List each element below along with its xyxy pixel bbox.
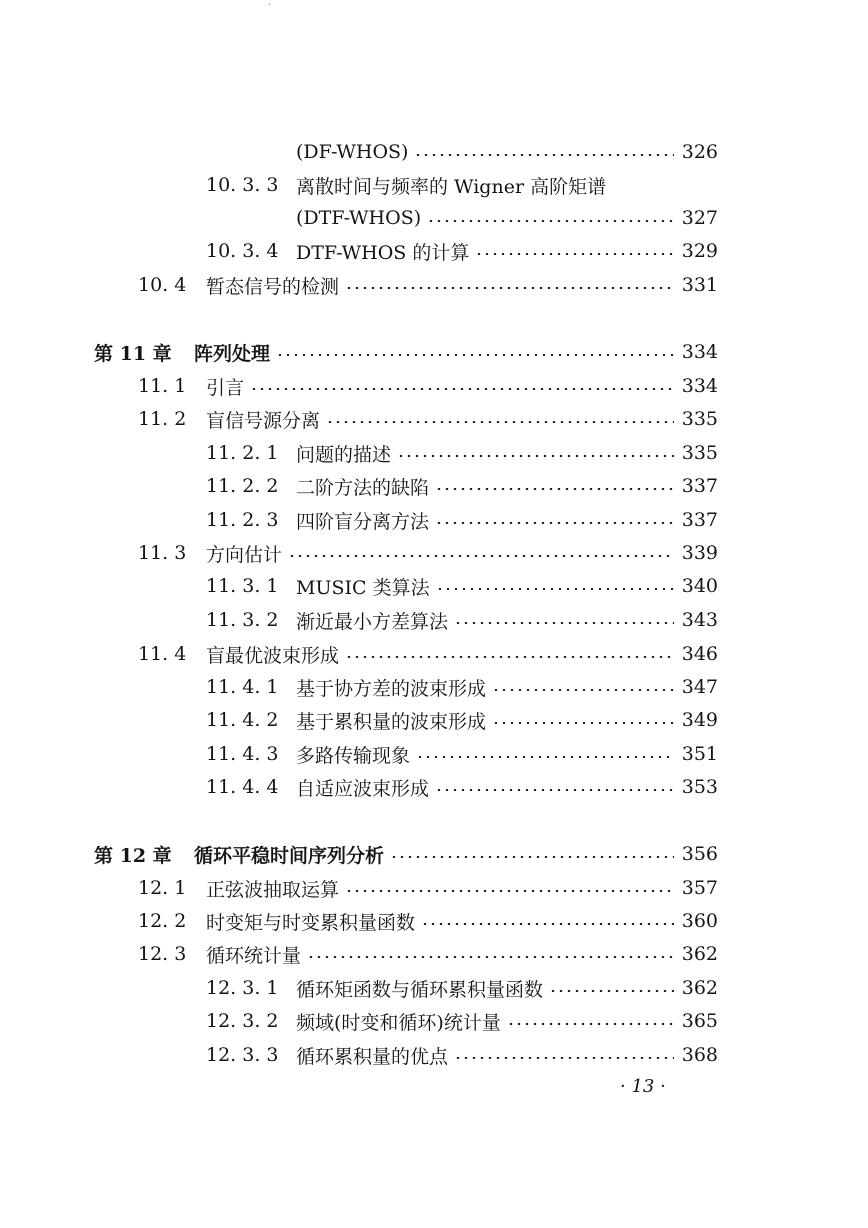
section-number: 11. 2 (138, 408, 187, 430)
dot-leader (435, 522, 674, 524)
dot-leader (421, 923, 674, 925)
section-number: 12. 3. 1 (206, 977, 279, 999)
entry-title: 盲信号源分离 (206, 409, 321, 432)
toc-entry[interactable] (206, 236, 718, 266)
entry-title: 二阶方法的缺陷 (296, 476, 430, 499)
dot-leader (397, 455, 674, 457)
page-number: 334 (681, 341, 718, 363)
section-number: 10. 3. 3 (206, 174, 279, 196)
dot-leader (250, 388, 674, 390)
page-number: 326 (681, 141, 718, 163)
entry-title: 循环累积量的优点 (296, 1045, 449, 1068)
section-number: 11. 4. 2 (206, 709, 279, 731)
chapter-number: 第 12 章 (94, 844, 172, 867)
entry-title: 频域(时变和循环)统计量 (296, 1011, 501, 1034)
page-number: 346 (681, 643, 718, 665)
dot-leader (427, 220, 674, 222)
dot-leader (454, 622, 674, 624)
toc-entry[interactable] (206, 438, 718, 468)
entry-title: 基于协方差的波束形成 (296, 677, 487, 700)
entry-title: 循环统计量 (206, 944, 302, 967)
dot-leader (414, 154, 674, 156)
page-number: 335 (681, 408, 718, 430)
page-number: 351 (681, 743, 718, 765)
page-number: 327 (681, 207, 718, 229)
page-number: 362 (681, 977, 718, 999)
dot-leader (435, 789, 674, 791)
dot-leader (326, 421, 674, 423)
toc-entry[interactable] (206, 1006, 718, 1036)
dot-leader (307, 956, 674, 958)
page-number: 368 (681, 1044, 718, 1066)
toc-entry[interactable] (206, 1040, 718, 1070)
toc-entry[interactable] (206, 973, 718, 1003)
page-number: 340 (681, 575, 718, 597)
section-number: 12. 1 (138, 877, 187, 899)
entry-title: 盲最优波束形成 (206, 644, 340, 667)
dot-leader (435, 488, 674, 490)
dot-leader (507, 1023, 674, 1025)
chapter-number: 第 11 章 (94, 342, 172, 365)
toc-entry[interactable] (138, 371, 718, 401)
chapter-title: 循环平稳时间序列分析 (194, 844, 385, 867)
section-number: 11. 3. 2 (206, 609, 279, 631)
toc-entry[interactable] (206, 137, 718, 167)
entry-title: (DF-WHOS) (296, 141, 409, 163)
section-number: 11. 4 (138, 643, 187, 665)
page-number: 334 (681, 375, 718, 397)
dot-leader (345, 890, 674, 892)
toc-entry[interactable] (206, 705, 718, 735)
entry-title: DTF-WHOS 的计算 (296, 241, 470, 264)
entry-title: 四阶盲分离方法 (296, 510, 430, 533)
toc-entry[interactable] (138, 873, 718, 903)
page-number: 329 (681, 240, 718, 262)
page-number: 337 (681, 475, 718, 497)
entry-title: 渐近最小方差算法 (296, 610, 449, 633)
page-number: 343 (681, 609, 718, 631)
page-number: 335 (681, 442, 718, 464)
section-number: 11. 4. 4 (206, 776, 279, 798)
section-number: 11. 2. 2 (206, 475, 279, 497)
section-number: 11. 4. 3 (206, 743, 279, 765)
toc-entry[interactable] (138, 906, 718, 936)
toc-entry[interactable] (206, 203, 718, 233)
dot-leader (492, 689, 674, 691)
dot-leader (345, 656, 674, 658)
entry-title: 方向估计 (206, 543, 283, 566)
dot-leader (492, 722, 674, 724)
dot-leader (276, 354, 674, 356)
page-number: 357 (681, 877, 718, 899)
entry-title: MUSIC 类算法 (296, 576, 430, 599)
section-number: 11. 2. 1 (206, 442, 279, 464)
entry-title: 暂态信号的检测 (206, 275, 340, 298)
toc-entry[interactable] (138, 939, 718, 969)
section-number: 11. 2. 3 (206, 509, 279, 531)
entry-title: 基于累积量的波束形成 (296, 710, 487, 733)
dot-leader (475, 253, 674, 255)
entry-title: 多路传输现象 (296, 744, 411, 767)
page-number: 353 (681, 776, 718, 798)
dot-leader (390, 856, 674, 858)
page-folio: · 13 · (620, 1076, 666, 1097)
page-number: 349 (681, 709, 718, 731)
page-number: 360 (681, 910, 718, 932)
toc-entry[interactable] (206, 772, 718, 802)
toc-entry[interactable] (206, 672, 718, 702)
toc-entry[interactable] (206, 571, 718, 601)
section-number: 10. 3. 4 (206, 240, 279, 262)
toc-entry[interactable] (138, 270, 718, 300)
section-number: 11. 3 (138, 542, 187, 564)
page-number: 347 (681, 676, 718, 698)
entry-title: 正弦波抽取运算 (206, 878, 340, 901)
page-number: 337 (681, 509, 718, 531)
toc-entry[interactable] (206, 505, 718, 535)
dot-leader (345, 287, 674, 289)
entry-title: 循环矩函数与循环累积量函数 (296, 978, 544, 1001)
section-number: 12. 3. 2 (206, 1010, 279, 1032)
entry-title: 自适应波束形成 (296, 777, 430, 800)
toc-entry[interactable] (206, 605, 718, 635)
toc-entry[interactable] (138, 639, 718, 669)
page-number: 356 (681, 843, 718, 865)
page-number: 339 (681, 542, 718, 564)
dot-leader (416, 756, 674, 758)
page-number: 331 (681, 274, 718, 296)
entry-title: 问题的描述 (296, 443, 392, 466)
entry-title: (DTF-WHOS) (296, 207, 422, 229)
dot-leader (549, 990, 674, 992)
section-number: 12. 2 (138, 910, 187, 932)
toc-entry[interactable] (138, 538, 718, 568)
section-number: 12. 3 (138, 943, 187, 965)
toc-entry[interactable] (206, 471, 718, 501)
section-number: 11. 4. 1 (206, 676, 279, 698)
dot-leader (436, 588, 674, 590)
page-number: 362 (681, 943, 718, 965)
dot-leader (454, 1057, 674, 1059)
chapter-title: 阵列处理 (194, 342, 271, 365)
toc-entry[interactable] (206, 170, 718, 200)
toc-chapter[interactable] (94, 337, 718, 367)
scan-mark: · (268, 0, 272, 11)
page-number: 365 (681, 1010, 718, 1032)
toc-chapter[interactable] (94, 839, 718, 869)
entry-title: 引言 (206, 376, 245, 399)
section-number: 11. 1 (138, 375, 187, 397)
section-number: 10. 4 (138, 274, 187, 296)
entry-title: 离散时间与频率的 Wigner 高阶矩谱 (296, 175, 607, 198)
toc-entry[interactable] (138, 404, 718, 434)
section-number: 12. 3. 3 (206, 1044, 279, 1066)
section-number: 11. 3. 1 (206, 575, 279, 597)
entry-title: 时变矩与时变累积量函数 (206, 911, 416, 934)
toc-entry[interactable] (206, 739, 718, 769)
dot-leader (288, 555, 674, 557)
